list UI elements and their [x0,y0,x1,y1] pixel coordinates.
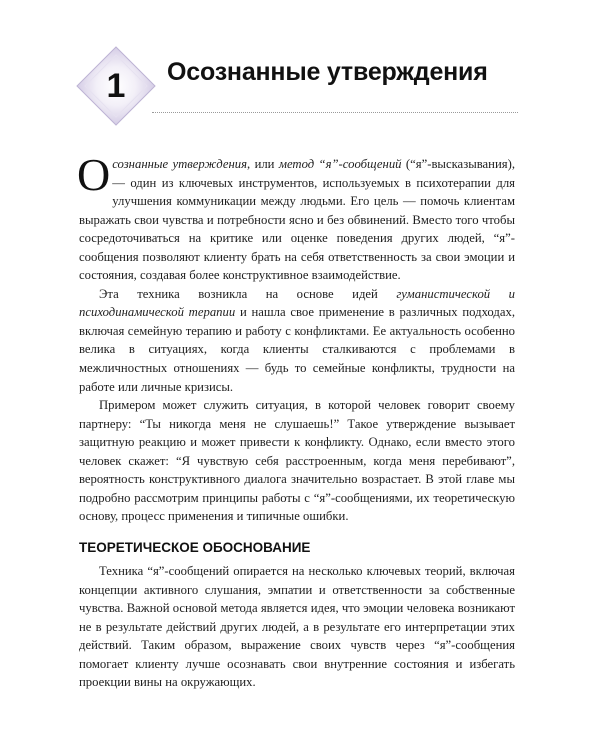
text-run: Эта техника возникла на основе идей [99,286,397,301]
section-heading: ТЕОРЕТИЧЕСКОЕ ОБОСНОВАНИЕ [79,540,311,555]
paragraph [79,285,515,396]
paragraph [77,149,515,285]
text-run: (“я”-высказывания), — один из ключевых инструментов, используемых в психотерапии для улучшения коммуникации между людьми. Его цель — помочь клиентам выражать свои чувства и потребности ясно и без обвинений. Вместо того чтобы сосредоточиваться на критике или оценке поведения других людей, “я”-сообщения позволяют клиенту брать на себя ответственность за свои эмоции и состояния, создавая более конструктивное взаимодействие. [79,157,515,283]
section-body [79,562,515,692]
paragraph: Примером может служить ситуация, в которой человек говорит своему партнеру: “Ты никогда меня не слушаешь!” Такое утверждение вызывает защитную реакцию и может привести к конфликту. Однако, если вместо этого человек скажет: “Я чувствую себя расстроенным, когда меня перебивают”, вероятность конструктивного диалога значительно возрастает. В этой главе мы подробно рассмотрим принципы работы с “я”-сообщениями, их теоретическую основу, процесс применения и типичные ошибки. [79,398,515,524]
emphasis-term: сознанные утверждения [112,157,248,171]
paragraph: Техника “я”-сообщений опирается на несколько ключевых теорий, включая концепции активного слушания, эмпатии и ответственности за собственные чувства. Важной основой метода является идея, что эмоции человека возникают не в результате действий других людей, а в результате его интерпретации этих действий. Таким образом, выражение своих чувств через “я”-сообщения помогает клиенту лучше осознавать свои внутренние состояния и избегать проекции вины на окружающих. [79,564,515,690]
text-run: , или [247,157,279,171]
chapter-title: Осознанные утверждения [167,58,488,86]
drop-cap: О [77,149,111,200]
chapter-intro [77,149,516,526]
title-divider [152,112,518,113]
chapter-number-badge [76,46,156,126]
emphasis-term: метод “я”-сообщений [278,157,402,171]
chapter-number: 1 [106,66,126,105]
text-run: и нашла свое применение в различных подходах, включая семейную терапию и работу с конфликтами. Ее актуальность особенно велика в ситуациях, когда клиенты сталкиваются с проблемами в межличностных отношениях — будь то семейные конфликты, трудности на работе или личные кризисы. [79,305,516,394]
emphasis-term: гуманистической и психодинамической терапии [79,286,515,320]
